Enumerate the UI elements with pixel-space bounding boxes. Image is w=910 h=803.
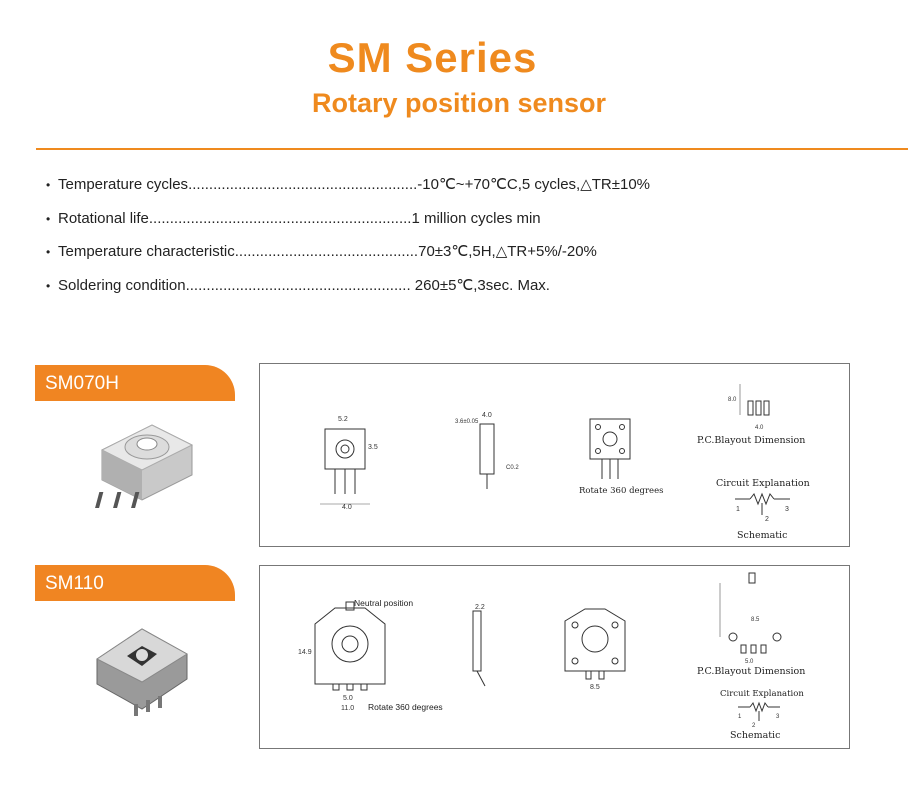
sm070h-pcb-layout [720, 379, 810, 441]
svg-text:3.5: 3.5 [368, 444, 378, 451]
rotate-label: Rotate 360 degrees [368, 702, 443, 712]
spec-item: • Rotational life...............................................................1 million cycles min [46, 209, 541, 227]
spec-label: Soldering condition [58, 276, 186, 294]
svg-text:11.0: 11.0 [341, 705, 355, 712]
schematic-label: Schematic [737, 530, 788, 541]
spec-value: 70±3℃,5H,△TR+5%/-20% [418, 243, 597, 260]
svg-text:14.9: 14.9 [298, 649, 312, 656]
svg-text:4.0: 4.0 [342, 504, 352, 511]
svg-text:4.0: 4.0 [482, 412, 492, 419]
svg-text:8.5: 8.5 [751, 617, 760, 623]
sm070h-circuit-schematic [730, 491, 800, 527]
sm110-circuit-schematic [730, 699, 790, 729]
svg-text:3.6±0.05: 3.6±0.05 [455, 419, 479, 425]
spec-list [46, 175, 806, 309]
title-divider [36, 148, 908, 150]
spec-item: • Temperature cycles.......................................................-10℃~+70℃C,5 cycles,△TR±10% [46, 176, 650, 193]
schematic-label: Schematic [730, 730, 781, 741]
sm110-side-view [455, 601, 505, 696]
page-subtitle: Rotary position sensor [312, 88, 607, 118]
circuit-label: Circuit Explanation [720, 689, 804, 699]
circuit-label: Circuit Explanation [716, 478, 810, 489]
sm110-product-image [82, 604, 202, 722]
spec-value: 1 million cycles min [411, 209, 541, 227]
spec-label: Temperature characteristic [58, 243, 235, 260]
svg-text:2.2: 2.2 [475, 604, 485, 611]
spec-value: 260±5℃,3sec. Max. [410, 276, 550, 294]
svg-text:8.0: 8.0 [728, 397, 737, 403]
product-tab-sm110: SM110 [35, 565, 235, 601]
svg-text:3: 3 [785, 506, 789, 513]
rotate-label: Rotate 360 degrees [579, 486, 664, 496]
pcb-layout-label: P.C.Blayout Dimension [697, 435, 806, 446]
product-tab-sm070h: SM070H [35, 365, 235, 401]
svg-text:2: 2 [765, 516, 769, 523]
spec-label: Temperature cycles [58, 176, 189, 193]
spec-leader: ....................................................... [188, 176, 418, 193]
spec-item: • Temperature characteristic............................................70±3℃,5H,△TR+5%/-20% [46, 243, 597, 260]
svg-text:2: 2 [752, 723, 756, 729]
svg-text:5.0: 5.0 [343, 695, 353, 702]
sm070h-front-view [290, 409, 410, 519]
sm070h-drawing-panel [259, 363, 850, 547]
svg-text:5.0: 5.0 [745, 659, 754, 665]
spec-label: Rotational life [58, 209, 149, 227]
sm070h-side-view [450, 409, 530, 499]
sm070h-product-image [92, 400, 202, 512]
neutral-position-label: Neutral position [354, 598, 414, 608]
pcb-layout-label: P.C.Blayout Dimension [697, 666, 806, 677]
sm110-rear-view [550, 601, 640, 696]
svg-text:8.5: 8.5 [590, 684, 600, 691]
spec-item: • Soldering condition...................................................... 260±5℃,3sec. Max. [46, 276, 550, 294]
svg-text:5.2: 5.2 [338, 416, 348, 423]
svg-text:1: 1 [736, 506, 740, 513]
sm110-pcb-layout [715, 571, 815, 667]
sm110-front-view [295, 594, 405, 714]
spec-leader: ...................................................... [185, 276, 411, 294]
svg-text:1: 1 [738, 714, 742, 720]
spec-leader: ............................................................... [148, 209, 412, 227]
spec-leader: ............................................ [234, 243, 419, 260]
svg-text:C0.2: C0.2 [506, 465, 519, 471]
page-title: SM Series [327, 34, 538, 81]
svg-text:4.0: 4.0 [755, 425, 764, 431]
sm110-drawing-panel [259, 565, 850, 749]
svg-text:3: 3 [776, 714, 780, 720]
spec-value: -10℃~+70℃C,5 cycles,△TR±10% [417, 176, 650, 193]
